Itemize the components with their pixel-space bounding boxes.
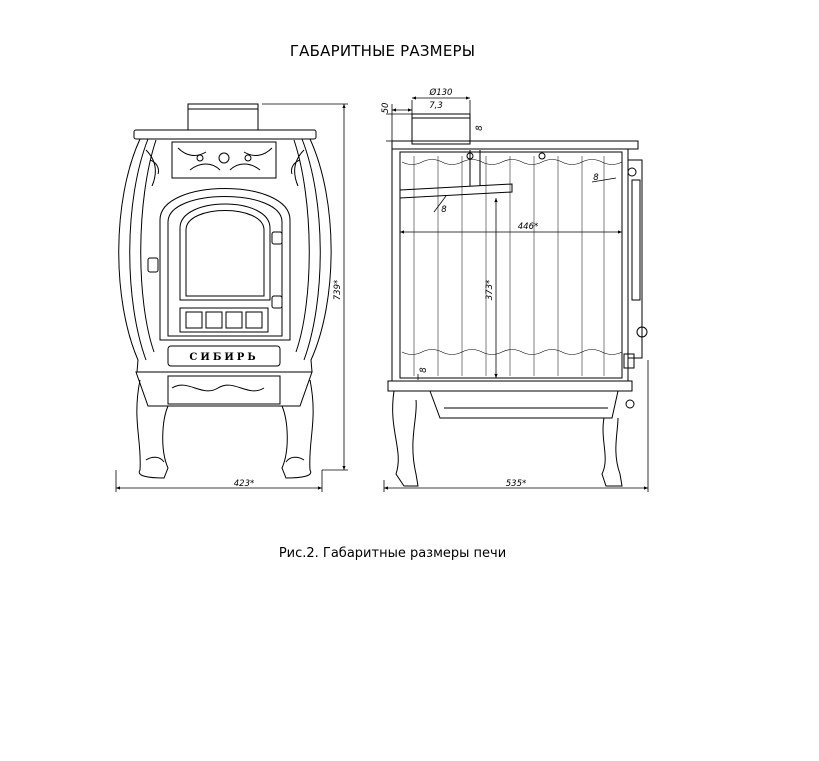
page-title: ГАБАРИТНЫЕ РАЗМЕРЫ [289,42,476,60]
front-leg-right [282,380,313,478]
side-depth-label: 535* [505,479,527,489]
front-width-label: 423* [233,479,255,489]
side-thickness-label-baffle: 8 [441,205,447,215]
side-dimensions [384,98,648,492]
front-height-label: 739* [333,279,343,301]
figure-caption: Рис.2. Габаритные размеры печи [278,546,507,561]
front-top-plate [134,130,316,139]
front-body-outline [119,139,331,372]
side-pipe-offset-label: 7,3 [429,101,443,111]
side-leg-front [393,391,418,486]
front-brand-text: СИБИРЬ [189,352,259,363]
side-thickness-label-top: 8 [475,125,485,131]
side-pipe-diameter-label: Ø130 [429,88,453,98]
front-view [119,104,331,478]
side-view [388,114,647,486]
side-top-plate [392,141,638,149]
side-pipe-height-label: 50 [381,102,391,114]
side-thickness-label-door: 8 [593,173,599,183]
front-ornament-panel [172,142,276,178]
side-baffle [400,184,512,198]
front-dimensions [116,104,348,492]
front-leg-left [137,380,168,478]
side-inner-depth-label: 446* [517,222,539,232]
front-flue-pipe [188,104,258,130]
side-thickness-label-bottom: 8 [419,367,429,373]
side-leg-back [602,418,622,486]
front-door-handle-left [148,258,158,272]
side-base [388,381,632,391]
side-inner-height-label: 373* [485,279,495,301]
front-base-skirt [136,372,312,406]
